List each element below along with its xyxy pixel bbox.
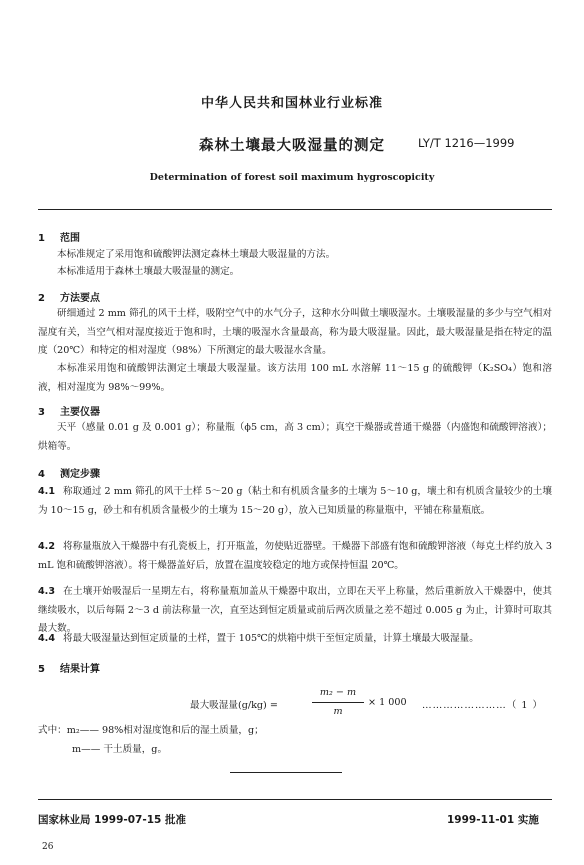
step-text: 称取通过 2 mm 筛孔的风干土样 5～20 g（粘土和有机质含量多的土壤为 5～10 g，壤土和有机质含量较少的土壤为 10～15 g，砂土和有机质含量极少的土壤为 15～20 g），放入已知质量的称量瓶中，平铺在称量瓶底。: [38, 486, 552, 516]
english-title: Determination of forest soil maximum hygroscopicity: [149, 172, 435, 183]
implementation-date: 1999-11-01 实施: [447, 814, 539, 826]
paragraph: 本标准规定了采用饱和硫酸钾法测定森林土壤最大吸湿量的方法。: [57, 249, 336, 260]
top-rule: [38, 209, 552, 210]
footer-rule: [38, 799, 552, 800]
paragraph: 本标准采用饱和硫酸钾法测定土壤最大吸湿量。该方法用 100 mL 水溶解 11～15 g 的硫酸钾（K₂SO₄）饱和溶液，相对湿度为 98%～99%。: [38, 363, 552, 393]
issuing-body: 中华人民共和国林业行业标准: [200, 96, 383, 111]
section-1-heading: [38, 229, 80, 244]
section-title: 主要仪器: [60, 407, 100, 418]
document-title: 森林土壤最大吸湿量的测定: [199, 138, 385, 154]
standard-code: LY/T 1216—1999: [418, 136, 515, 150]
page-number: 26: [42, 842, 54, 852]
section-title: 结果计算: [60, 664, 100, 675]
section-title: 方法要点: [60, 293, 100, 304]
step-text: 将称量瓶放入干燥器中有孔瓷板上，打开瓶盖，勿使贴近器壁。干燥器下部盛有饱和硫酸钾溶液（每克土样约放入 3 mL 饱和硫酸钾溶液）。将干燥器盖好后，放置在温度较稳定的地方或保持恒温 20℃。: [38, 541, 552, 571]
step-4-4: [38, 630, 552, 649]
step-4-2: [38, 538, 552, 575]
equation-number: ……………………（ 1 ）: [422, 700, 544, 711]
section-number: 5: [38, 664, 45, 675]
section-number: 2: [38, 293, 45, 304]
section-5-heading: [38, 660, 100, 675]
section-3-heading: [38, 403, 100, 418]
denominator: m: [333, 706, 343, 717]
formula: [38, 686, 552, 720]
where-line-1: 式中：m₂—— 98%相对湿度饱和后的湿土质量，g；: [38, 725, 264, 736]
numerator: m₂ − m: [319, 687, 357, 698]
where-line-2: m—— 干土质量，g。: [72, 744, 168, 755]
section-number: 1: [38, 233, 45, 244]
section-number: 3: [38, 407, 45, 418]
step-number: 4.2: [38, 541, 55, 552]
end-rule: [230, 772, 342, 773]
formula-rhs: × 1 000: [368, 697, 407, 708]
fraction-bar: [312, 702, 364, 703]
step-4-1: [38, 483, 552, 520]
section-title: 范围: [60, 233, 80, 244]
section-number: 4: [38, 469, 45, 480]
formula-lhs: 最大吸湿量(g/kg) =: [190, 700, 278, 711]
paragraph: 天平（感量 0.01 g 及 0.001 g）；称量瓶（ϕ5 cm，高 3 cm）；真空干燥器或普通干燥器（内盛饱和硫酸钾溶液）；烘箱等。: [38, 422, 552, 452]
step-number: 4.1: [38, 486, 55, 497]
step-number: 4.3: [38, 586, 55, 597]
step-text: 在土壤开始吸湿后一星期左右，将称量瓶加盖从干燥器中取出，立即在天平上称量，然后重新放入干燥器中，使其继续吸水，以后每隔 2～3 d 前法称量一次，直至达到恒定质量或前后两次质量之差不超过 0.005 g 为止，计算时可取其最大数。: [38, 586, 552, 634]
paragraph: 研细通过 2 mm 筛孔的风干土样，吸附空气中的水气分子，这种水分叫做土壤吸湿水。土壤吸湿量的多少与空气相对湿度有关，当空气相对湿度接近于饱和时，土壤的吸湿水含量最高，称为最大吸湿量。因此，最大吸湿量是指在特定的温度（20℃）和特定的相对湿度（98%）下所测定的最大吸湿水含量。: [38, 308, 552, 356]
section-4-heading: [38, 465, 100, 480]
section-title: 测定步骤: [60, 469, 100, 480]
paragraph: 本标准适用于森林土壤最大吸湿量的测定。: [57, 266, 240, 277]
step-text: 将最大吸湿量达到恒定质量的土样，置于 105℃的烘箱中烘干至恒定质量，计算土壤最大吸湿量。: [63, 633, 479, 644]
section-2-heading: [38, 289, 100, 304]
formula-fraction: [312, 686, 364, 719]
approval-date: 国家林业局 1999-07-15 批准: [38, 814, 186, 826]
step-number: 4.4: [38, 633, 55, 644]
